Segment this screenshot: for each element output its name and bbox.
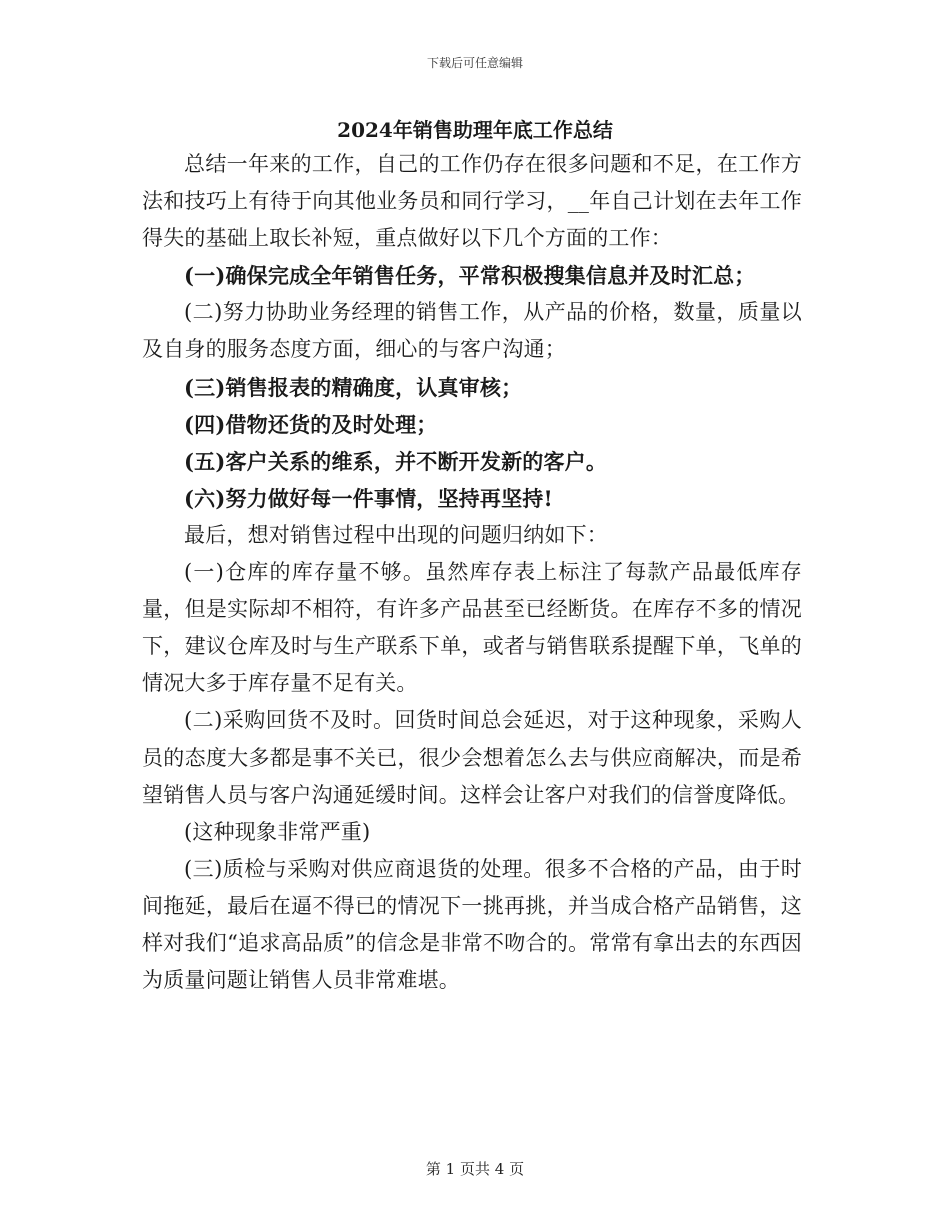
page-footer: 第 1 页共 4 页: [425, 1160, 525, 1178]
document-title: 2024年销售助理年底工作总结: [337, 118, 613, 142]
paragraph-problem-3: (三)质检与采购对供应商退货的处理。很多不合格的产品，由于时间拖延，最后在逼不得已的情况下一挑再挑，并当成合格产品销售，这样对我们“追求高品质”的信念是非常不吻合的。常常有拿出去的东西因为质量问题让销售人员非常难堪。: [142, 856, 802, 993]
paragraph-note: (这种现象非常严重): [184, 819, 371, 844]
paragraph-item-1: (一)确保完成全年销售任务，平常积极搜集信息并及时汇总；: [184, 263, 756, 289]
header-note: 下载后可任意编辑: [426, 56, 523, 70]
paragraph-intro: 总结一年来的工作，自己的工作仍存在很多问题和不足，在工作方法和技巧上有待于向其他业务员和同行学习，__年自己计划在去年工作得失的基础上取长补短，重点做好以下几个方面的工作：: [142, 152, 802, 251]
document-body: [142, 146, 802, 999]
paragraph-item-4: (四)借物还货的及时处理；: [184, 411, 438, 437]
paragraph-summary-intro: 最后，想对销售过程中出现的问题归纳如下：: [184, 522, 608, 547]
paragraph-item-6: (六)努力做好每一件事情，坚持再坚持!: [184, 485, 553, 511]
paragraph-problem-1: (一)仓库的库存量不够。虽然库存表上标注了每款产品最低库存量，但是实际却不相符，有许多产品甚至已经断货。在库存不多的情况下，建议仓库及时与生产联系下单，或者与销售联系提醒下单，飞单的情况大多于库存量不足有关。: [142, 560, 802, 696]
paragraph-problem-2: (二)采购回货不及时。回货时间总会延迟，对于这种现象，采购人员的态度大多都是事不关已，很少会想着怎么去与供应商解决，而是希望销售人员与客户沟通延缓时间。这样会让客户对我们的信誉度降低。: [142, 708, 802, 807]
paragraph-item-5: (五)客户关系的维系，并不断开发新的客户。: [184, 448, 608, 474]
paragraph-item-3: (三)销售报表的精确度，认真审核；: [184, 374, 523, 400]
paragraph-item-2: (二)努力协助业务经理的销售工作，从产品的价格，数量，质量以及自身的服务态度方面，细心的与客户沟通；: [142, 300, 802, 362]
